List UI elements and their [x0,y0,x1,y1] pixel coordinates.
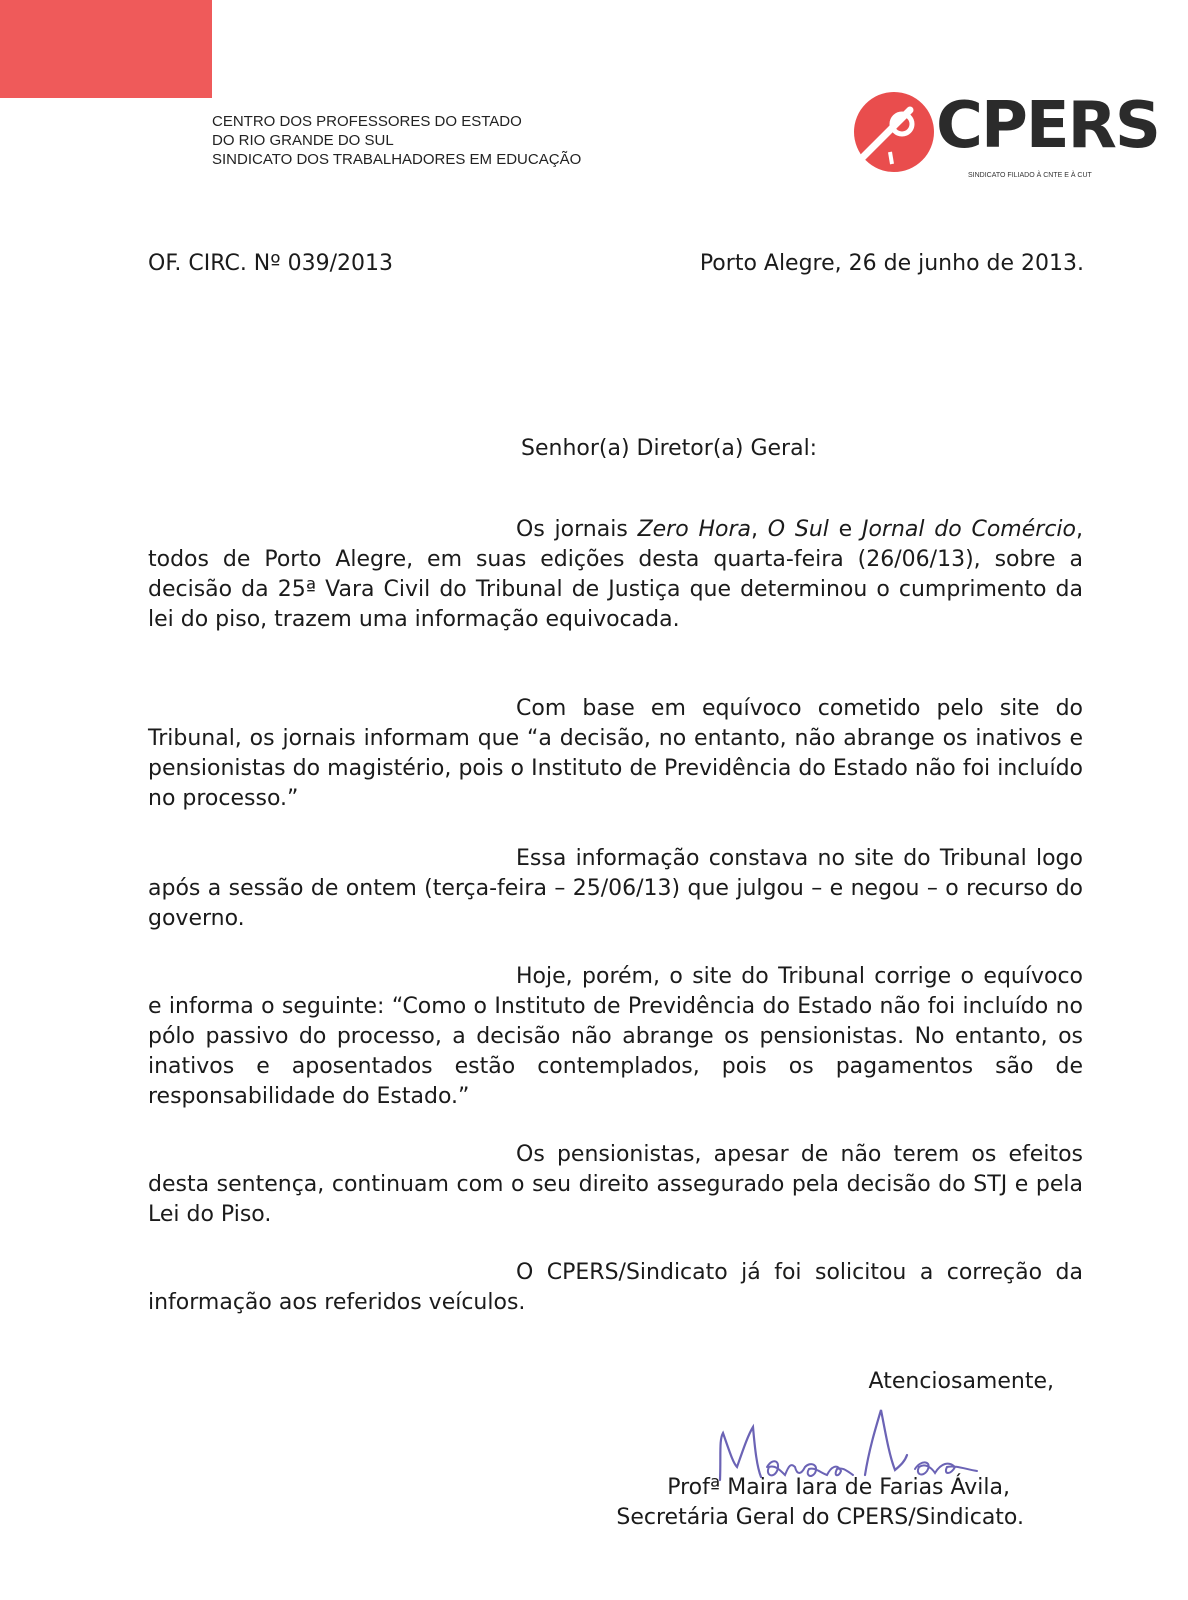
paragraph-4: Hoje, porém, o site do Tribunal corrige o equívoco e informa o seguinte: “Como o Instituto de Previdência do Estado não foi incluído no pólo passivo do processo, a decisão não abrange os pensionistas. No entanto, os inativos e aposentados estão contemplados, pois os pagamentos são de responsabilidade do Estado.” [148,964,1083,1109]
paragraph-6: O CPERS/Sindicato já foi solicitou a correção da informação aos referidos veículos. [148,1260,1083,1315]
newspaper-o-sul: O Sul [767,517,829,542]
paragraph-5: Os pensionistas, apesar de não terem os efeitos desta sentença, continuam com o seu direito assegurado pela decisão do STJ e pela Lei do Piso. [148,1142,1083,1227]
place-date: Porto Alegre, 26 de junho de 2013. [699,251,1084,276]
paragraph-3: Essa informação constava no site do Tribunal logo após a sessão de ontem (terça-feira – 25/06/13) que julgou – e negou – o recurso do governo. [148,846,1083,931]
reference-number: OF. CIRC. Nº 039/2013 [148,251,394,276]
corner-color-tab [0,0,212,98]
org-line-3: SINDICATO DOS TRABALHADORES EM EDUCAÇÃO [212,151,582,168]
logo-wordmark: CPERS [936,89,1159,163]
organization-header [212,112,581,169]
logo-emblem-icon [852,90,938,176]
signer-name: Profª Maira Iara de Farias Ávila, [667,1475,1010,1500]
closing: Atenciosamente, [868,1369,1054,1394]
signer-title: Secretária Geral do CPERS/Sindicato. [616,1505,1024,1530]
paragraph-1 [148,515,1083,635]
p1-text-a: Os jornais [516,517,638,542]
p1-text-d: , todos de Porto Alegre, em suas edições desta quarta-feira (26/06/13), sobre a decisão da 25ª Vara Civil do Tribunal de Justiça que determinou o cumprimento da lei do piso, trazem uma informação equivocada. [148,517,1083,632]
p1-text-b: , [750,517,768,542]
paragraph-2: Com base em equívoco cometido pelo site do Tribunal, os jornais informam que “a decisão, no entanto, não abrange os inativos e pensionistas do magistério, pois o Instituto de Previdência do Estado não foi incluído no processo.” [148,696,1083,811]
logo-subtitle: SINDICATO FILIADO À CNTE E À CUT [968,172,1092,179]
newspaper-jornal-comercio: Jornal do Comércio [861,517,1076,542]
org-line-1: CENTRO DOS PROFESSORES DO ESTADO [212,113,522,130]
cpers-logo [852,89,1159,190]
org-line-2: DO RIO GRANDE DO SUL [212,132,394,149]
salutation: Senhor(a) Diretor(a) Geral: [521,436,818,461]
newspaper-zero-hora: Zero Hora [637,517,751,542]
p1-text-c: e [828,517,862,542]
